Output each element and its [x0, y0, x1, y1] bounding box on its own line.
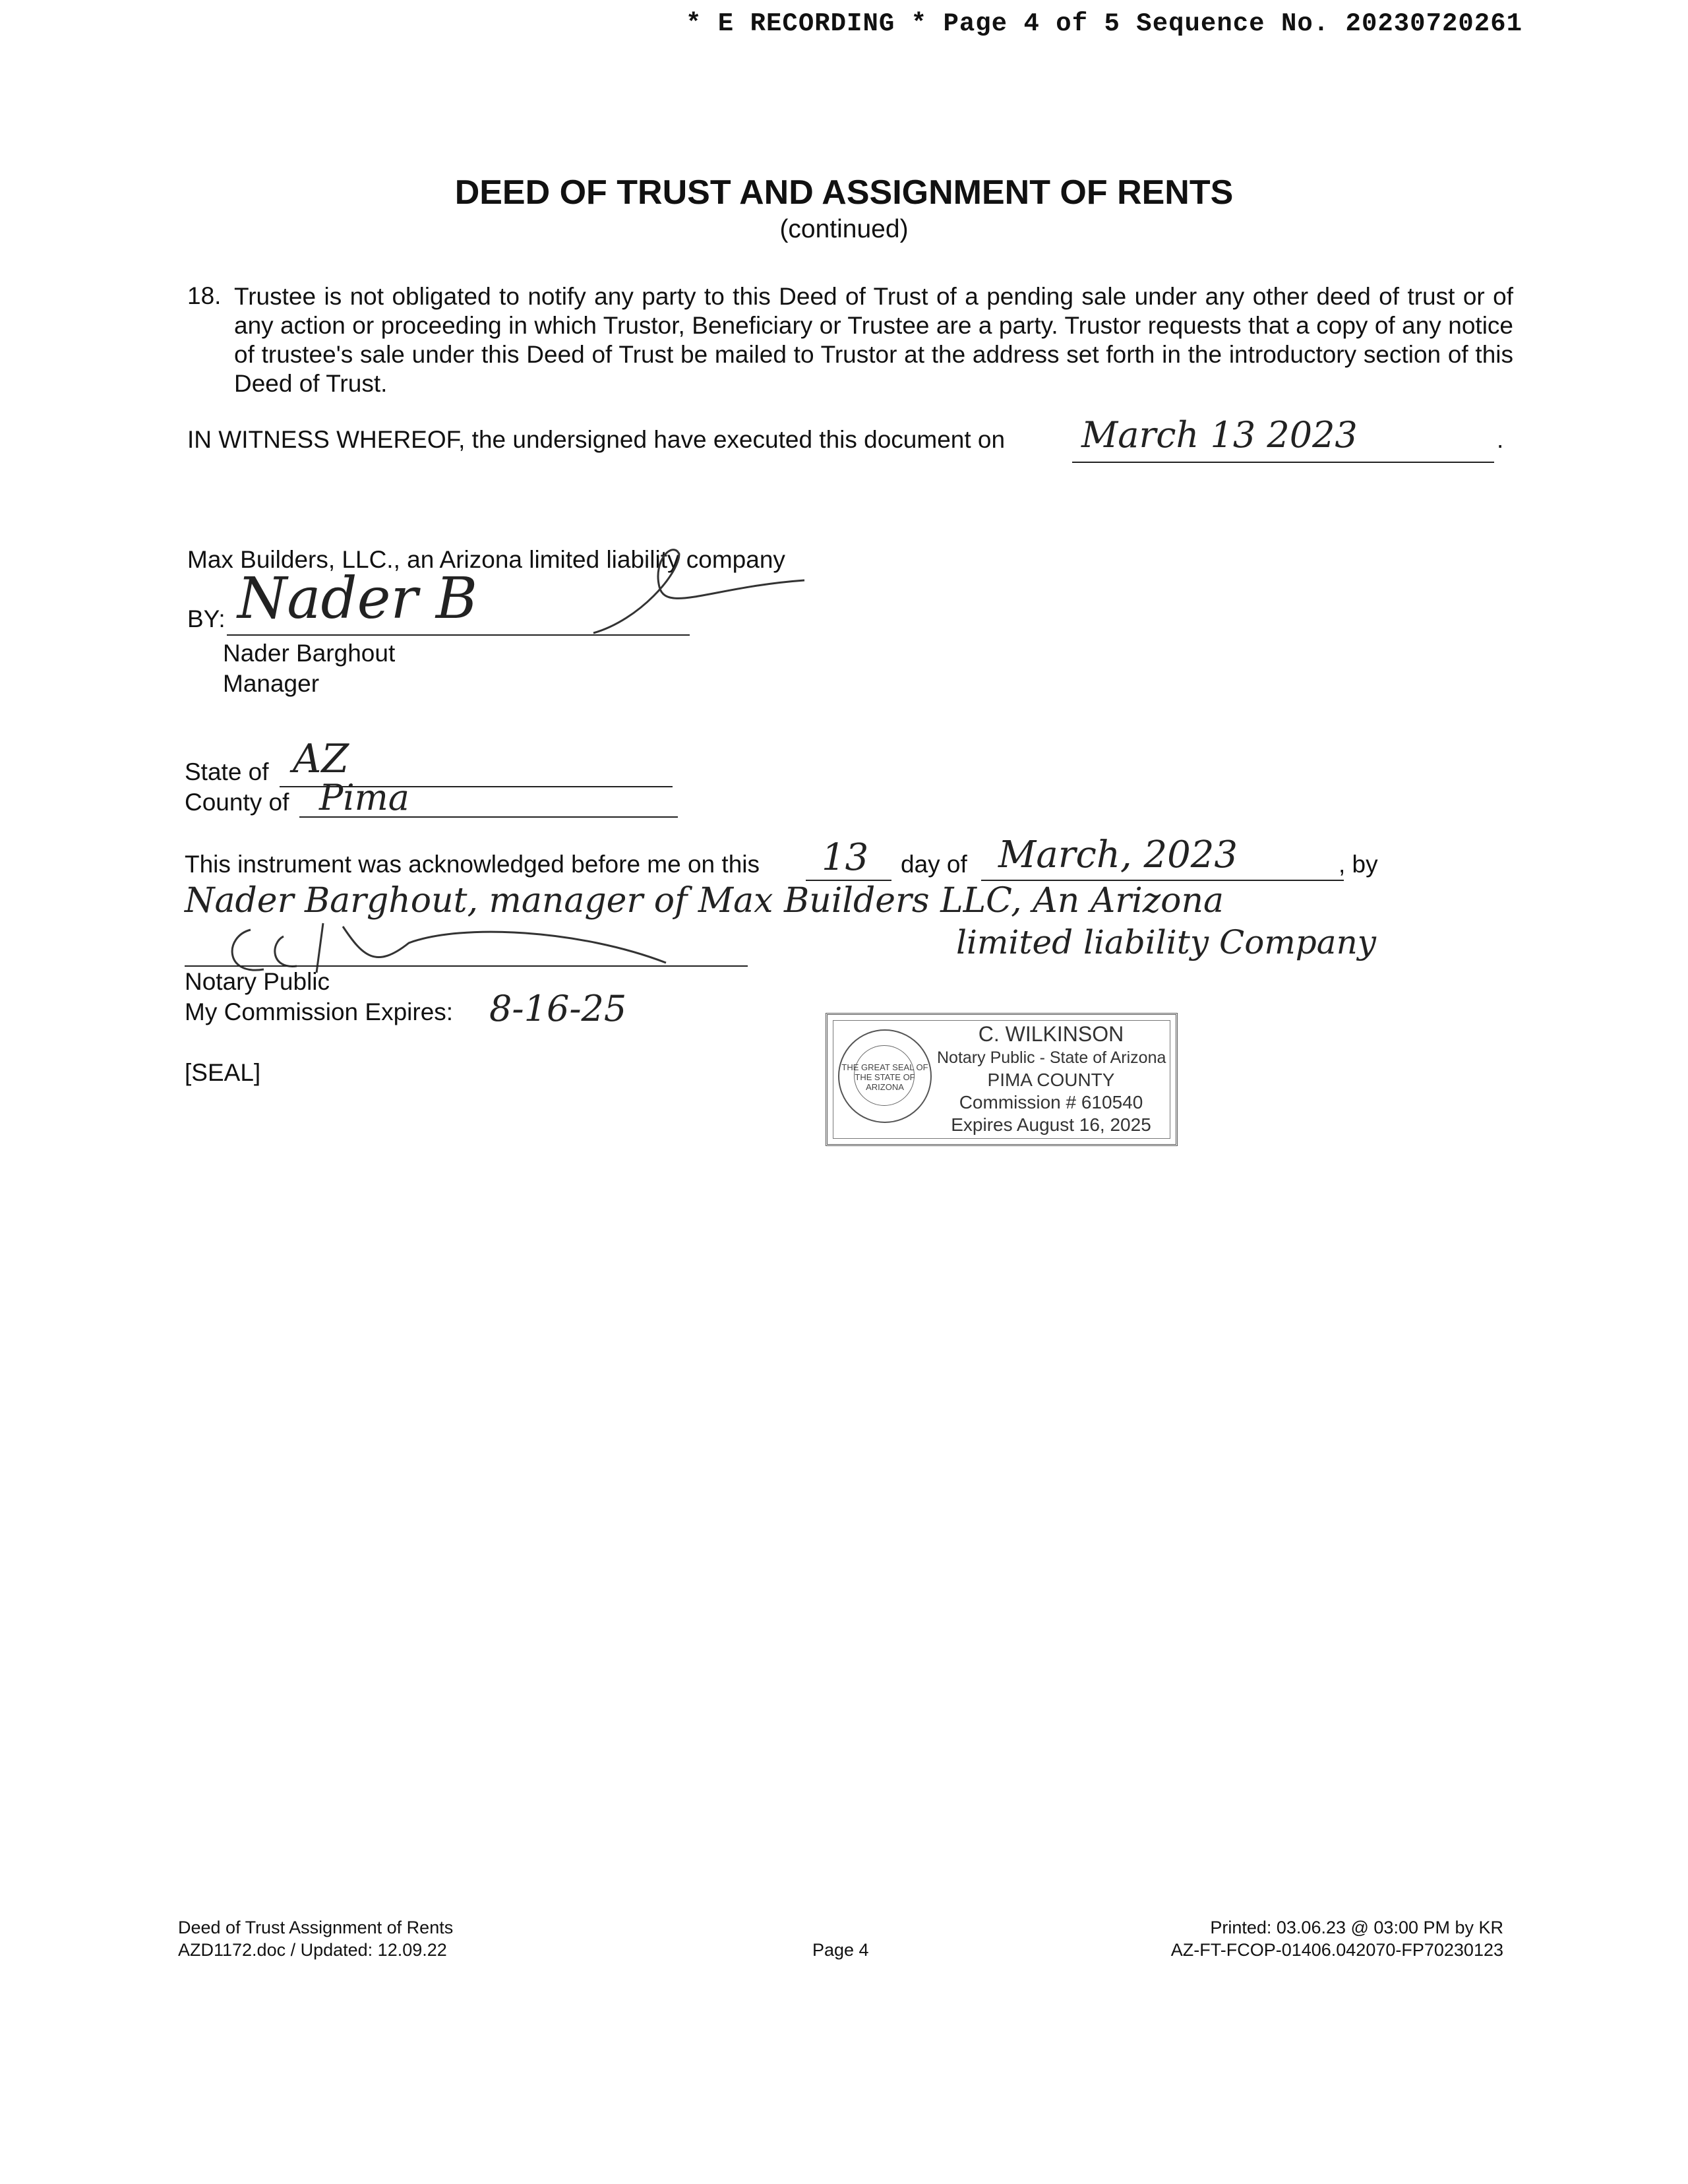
- footer-right-line1: Printed: 03.06.23 @ 03:00 PM by KR: [1210, 1918, 1503, 1937]
- document-subtitle: (continued): [779, 215, 909, 243]
- signature-flourish: [580, 534, 818, 653]
- paragraph-number: 18.: [187, 282, 222, 309]
- commission-expires-handwritten: 8-16-25: [489, 988, 627, 1029]
- day-of-label: day of: [901, 851, 967, 878]
- by-label: BY:: [187, 605, 226, 632]
- stamp-line-2: Notary Public - State of Arizona: [937, 1048, 1166, 1067]
- ack-month-year-handwritten: March, 2023: [998, 834, 1238, 876]
- recording-header: * E RECORDING * Page 4 of 5 Sequence No. 20230720261: [686, 9, 1522, 38]
- footer-left-line2: AZD1172.doc / Updated: 12.09.22: [178, 1940, 447, 1960]
- acknowledgment-text: This instrument was acknowledged before me on this: [185, 851, 760, 878]
- county-value-handwritten: Pima: [319, 777, 410, 818]
- witness-text: IN WITNESS WHEREOF, the undersigned have executed this document on: [187, 426, 1006, 453]
- county-line: [299, 816, 678, 818]
- state-label: State of: [185, 758, 269, 785]
- execution-date-handwritten: March 13 2023: [1081, 414, 1358, 456]
- stamp-line-3: PIMA COUNTY: [987, 1070, 1115, 1090]
- footer-right: [1121, 1916, 1503, 1961]
- witness-period: .: [1497, 426, 1504, 453]
- ack-by-line1-handwritten: Nader Barghout, manager of Max Builders LLC, An Arizona: [185, 881, 1224, 921]
- by-label-ack: , by: [1339, 851, 1378, 878]
- signer-name: Nader Barghout: [223, 640, 396, 667]
- signer-role: Manager: [223, 670, 320, 697]
- arizona-seal-icon: [838, 1029, 932, 1123]
- state-value-handwritten: AZ: [293, 736, 349, 782]
- notary-stamp: [826, 1013, 1178, 1146]
- ack-by-line2-handwritten: limited liability Company: [956, 923, 1377, 961]
- execution-date-line: [1072, 462, 1494, 463]
- county-label: County of: [185, 789, 289, 816]
- stamp-line-4: Commission # 610540: [959, 1092, 1143, 1112]
- commission-expires-label: My Commission Expires:: [185, 998, 454, 1025]
- notary-signature-line: [185, 965, 748, 967]
- footer-left: [178, 1916, 453, 1961]
- company-name: Max Builders, LLC., an Arizona limited liability company: [187, 546, 785, 573]
- stamp-notary-name: C. WILKINSON: [978, 1022, 1124, 1046]
- footer-page-number: Page 4: [812, 1940, 869, 1960]
- paragraph-18-text: Trustee is not obligated to notify any party to this Deed of Trust of a pending sale under any other deed of trust or of any action or proceeding in which Trustor, Beneficiary or Trustee are a party. Trustor requests that a copy of any notice of trustee's sale under this Deed of Trust be mailed to Trustor at the address set forth in the introductory section of this Deed of Trust.: [234, 283, 1513, 397]
- seal-text: THE GREAT SEAL OF THE STATE OF ARIZONA: [841, 1062, 928, 1092]
- footer-right-line2: AZ-FT-FCOP-01406.042070-FP70230123: [1170, 1940, 1503, 1960]
- signature-nader: Nader B: [237, 566, 478, 632]
- seal-label: [SEAL]: [185, 1059, 261, 1086]
- notary-public-label: Notary Public: [185, 968, 330, 995]
- stamp-line-5: Expires August 16, 2025: [951, 1114, 1151, 1135]
- document-title: DEED OF TRUST AND ASSIGNMENT OF RENTS: [454, 173, 1234, 212]
- ack-day-handwritten: 13: [822, 836, 869, 879]
- footer-left-line1: Deed of Trust Assignment of Rents: [178, 1918, 454, 1937]
